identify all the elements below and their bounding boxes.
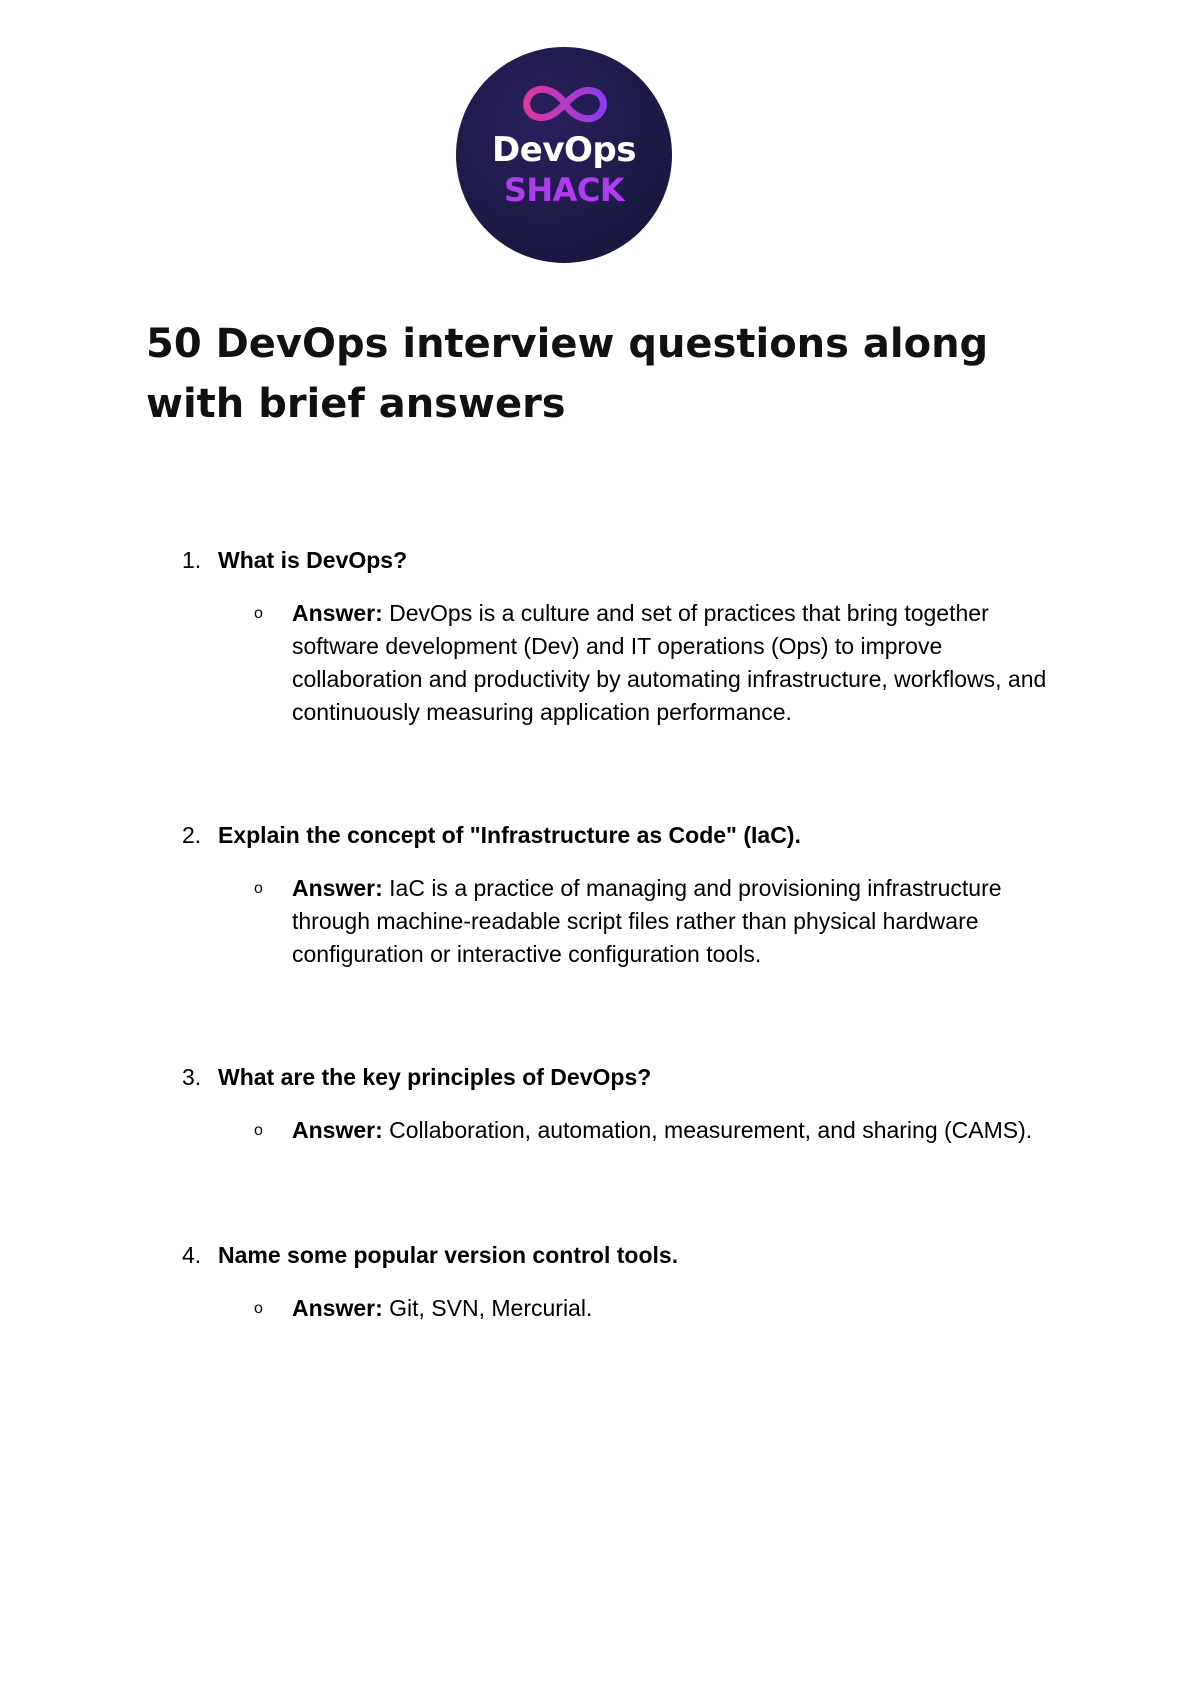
- answer-label: Answer:: [292, 875, 383, 901]
- logo-word-devops: DevOps: [492, 130, 636, 170]
- document-title: 50 DevOps interview questions along with brief answers: [146, 321, 989, 427]
- question-text: Name some popular version control tools.: [218, 1242, 679, 1268]
- question-text: What are the key principles of DevOps?: [218, 1064, 652, 1090]
- question-number: 3.: [182, 1064, 202, 1090]
- question-number: 4.: [182, 1242, 202, 1268]
- answer-label: Answer:: [292, 600, 383, 626]
- answer-text: Collaboration, automation, measurement, and sharing (CAMS).: [389, 1117, 1033, 1143]
- bullet-marker: o: [254, 1300, 263, 1317]
- bullet-marker: o: [254, 605, 263, 622]
- question-number: 2.: [182, 822, 202, 848]
- bullet-marker: o: [254, 1122, 263, 1139]
- answer-paragraph: [292, 872, 1072, 971]
- answer-text: IaC is a practice of managing and provisioning infrastructure through machine-readable script files rather than physical hardware configuration or interactive configuration tools.: [292, 875, 1002, 967]
- bullet-marker: o: [254, 880, 263, 897]
- answer-label: Answer:: [292, 1295, 383, 1321]
- qa-item-1: [0, 545, 1200, 729]
- question-number: 1.: [182, 547, 202, 573]
- qa-item-2: [0, 820, 1200, 971]
- answer-paragraph: [292, 1114, 1072, 1147]
- question-text: What is DevOps?: [218, 547, 408, 573]
- answer-text: DevOps is a culture and set of practices that bring together software development (Dev) and IT operations (Ops) to improve collaboration and productivity by automating infrastructure, workflows, and continuously measuring application performance.: [292, 600, 1047, 725]
- answer-paragraph: [292, 1292, 1072, 1325]
- answer-paragraph: [292, 597, 1072, 729]
- qa-item-4: [0, 1240, 1200, 1325]
- qa-item-3: [0, 1062, 1200, 1147]
- logo-word-shack: SHACK: [503, 171, 625, 209]
- devops-shack-logo: [456, 47, 672, 263]
- answer-text: Git, SVN, Mercurial.: [389, 1295, 593, 1321]
- answer-label: Answer:: [292, 1117, 383, 1143]
- infinity-icon: [518, 81, 612, 127]
- question-text: Explain the concept of "Infrastructure as Code" (IaC).: [218, 822, 801, 848]
